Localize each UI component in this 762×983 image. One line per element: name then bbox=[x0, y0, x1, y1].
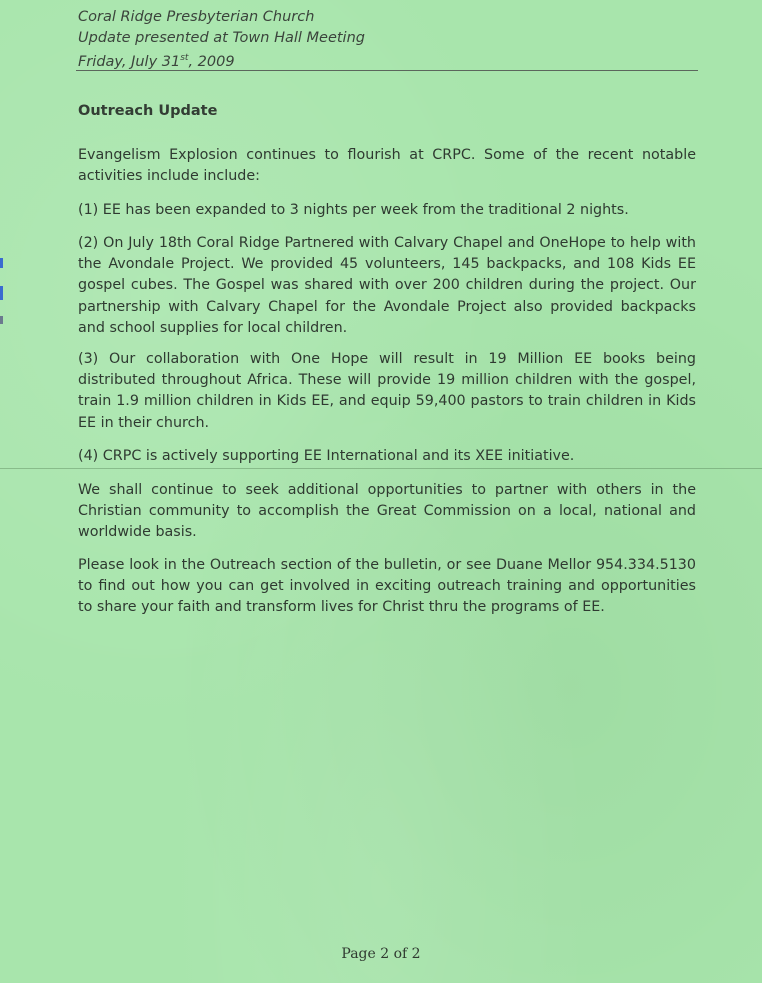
paragraph-item-3: (3) Our collaboration with One Hope will result in 19 Million EE books being distributed throughout Africa. These will provide 19 million children with the gospel, train 1.9 million children in Kids EE, and equip 59,400 pastors to train children in Kids EE in their church. bbox=[78, 351, 696, 431]
page-number: Page 2 of 2 bbox=[341, 946, 421, 962]
date-text: Friday, July 31 bbox=[78, 53, 181, 70]
paragraph-continuation: We shall continue to seek additional opportunities to partner with others in the Christian community to accomplish the Great Commission on a local, national and worldwide basis. bbox=[78, 482, 696, 541]
church-name: Coral Ridge Presbyterian Church bbox=[78, 9, 315, 25]
scan-edge-mark bbox=[0, 286, 3, 300]
paragraph-item-4: (4) CRPC is actively supporting EE International and its XEE initiative. bbox=[78, 448, 575, 464]
paragraph-contact: Please look in the Outreach section of the bulletin, or see Duane Mellor 954.334.5130 to find out how you can get involved in exciting outreach training and opportunities to share your faith and transform lives for Christ thru the programs of EE. bbox=[78, 557, 696, 616]
header-divider bbox=[76, 70, 698, 71]
paragraph-intro: Evangelism Explosion continues to flourish at CRPC. Some of the recent notable activities include include: bbox=[78, 147, 696, 185]
document-header bbox=[78, 7, 698, 72]
scan-edge-mark bbox=[0, 258, 3, 268]
paragraph-item-2: (2) On July 18th Coral Ridge Partnered with Calvary Chapel and OneHope to help with the Avondale Project. We provided 45 volunteers, 145 backpacks, and 108 Kids EE gospel cubes. The Gospel was shared with over 200 children during the project. Our partnership with Calvary Chapel for the Avondale Project also provided backpacks and school supplies for local children. bbox=[78, 235, 696, 336]
paper-fold-line bbox=[0, 468, 762, 469]
date-ordinal: st bbox=[180, 53, 189, 63]
date-year: , 2009 bbox=[188, 53, 235, 70]
scan-edge-mark bbox=[0, 316, 3, 324]
meeting-title: Update presented at Town Hall Meeting bbox=[78, 29, 365, 46]
section-title: Outreach Update bbox=[78, 103, 218, 119]
meeting-date bbox=[78, 48, 698, 72]
paragraph-item-1: (1) EE has been expanded to 3 nights per week from the traditional 2 nights. bbox=[78, 202, 629, 218]
